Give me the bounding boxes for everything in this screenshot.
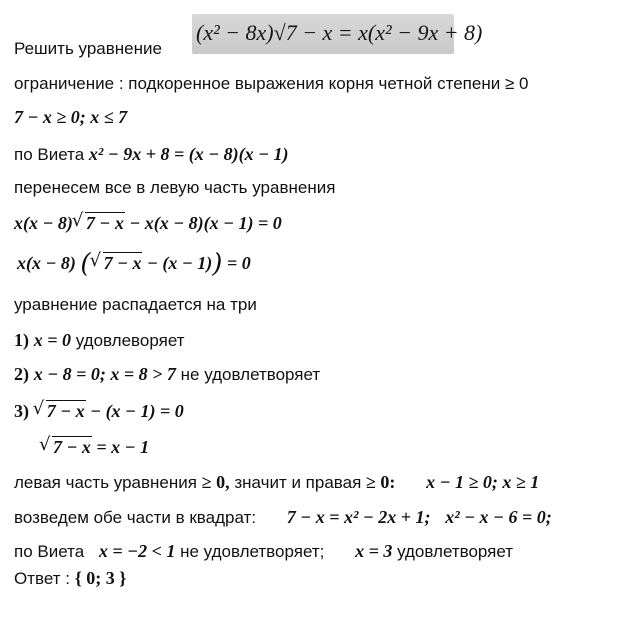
case-2 — [14, 363, 320, 386]
case-3-number: 3) — [14, 401, 29, 421]
sign-condition-line — [14, 471, 539, 494]
sqrt-expression: √ 7 − x — [40, 436, 92, 458]
open-paren: ( — [80, 249, 91, 279]
sign-condition-math-3: x − 1 ≥ 0; x ≥ 1 — [426, 472, 540, 492]
case-3 — [14, 400, 184, 423]
restriction-inequality: 7 − x ≥ 0; x ≤ 7 — [14, 107, 128, 127]
case-1-text: удовлеворяет — [75, 331, 185, 350]
equation-image-text: (x² − 8x)√7 − x = x(x² − 9x + 8) — [196, 20, 483, 45]
square-math-1: 7 − x = x² − 2x + 1; — [286, 507, 431, 527]
vieta-line — [14, 143, 289, 166]
square-math-2: x² − x − 6 = 0; — [445, 507, 552, 527]
sign-condition-math-2: ≥ 0: — [366, 472, 396, 492]
sign-condition-text-1: левая часть уравнения — [14, 473, 197, 492]
restriction-line: ограничение : подкоренное выражения корня четной степени ≥ 0 — [14, 74, 529, 93]
moved-equation-rest: − x(x − 8)(x − 1) = 0 — [129, 213, 282, 233]
close-paren: ) — [212, 249, 223, 279]
root-2: x = 3 — [355, 541, 393, 561]
answer-line — [14, 567, 126, 590]
vieta-label: по Виета — [14, 145, 85, 164]
move-left-line: перенесем все в левую часть уравнения — [14, 178, 336, 197]
sqrt-expression: √ 7 − x — [91, 252, 143, 274]
moved-equation — [14, 212, 282, 234]
answer-value: { 0; 3 } — [74, 568, 127, 588]
case-3-step-rhs: = x − 1 — [96, 437, 150, 457]
moved-equation-factor: x(x − 8) — [14, 213, 73, 233]
case-1 — [14, 329, 185, 352]
factored-equation-inner: − (x − 1) — [146, 253, 213, 273]
factored-equation-factor: x(x − 8) — [17, 253, 76, 273]
split-line: уравнение распадается на три — [14, 295, 257, 314]
square-both-sides-line — [14, 506, 552, 529]
answer-label: Ответ : — [14, 569, 70, 588]
vieta-factorization: x² − 9x + 8 = (x − 8)(x − 1) — [88, 144, 289, 164]
case-3-step — [40, 436, 149, 458]
case-1-math: x = 0 — [33, 330, 71, 350]
case-2-math: x − 8 = 0; x = 8 > 7 — [33, 364, 176, 384]
square-text: возведем обе части в квадрат: — [14, 508, 257, 527]
case-1-number: 1) — [14, 330, 29, 350]
sqrt-expression: √ 7 − x — [73, 212, 125, 234]
case-2-text: не удовлетворяет — [180, 365, 321, 384]
vieta-roots-label: по Виета — [14, 542, 85, 561]
problem-title: Решить уравнение — [14, 39, 162, 58]
sign-condition-math-1: ≥ 0, — [201, 472, 230, 492]
sqrt-expression: √ 7 − x — [34, 400, 86, 422]
root-1-verdict: не удовлетворяет; — [180, 542, 325, 561]
vieta-roots-line — [14, 540, 513, 563]
sign-condition-text-2: значит и правая — [234, 473, 362, 492]
root-2-verdict: удовлетворяет — [397, 542, 514, 561]
root-1: x = −2 < 1 — [98, 541, 176, 561]
equation-image — [192, 14, 483, 54]
factored-equation — [17, 249, 251, 279]
case-2-number: 2) — [14, 364, 29, 384]
case-3-math: − (x − 1) = 0 — [90, 401, 184, 421]
factored-equation-rhs: = 0 — [226, 253, 251, 273]
